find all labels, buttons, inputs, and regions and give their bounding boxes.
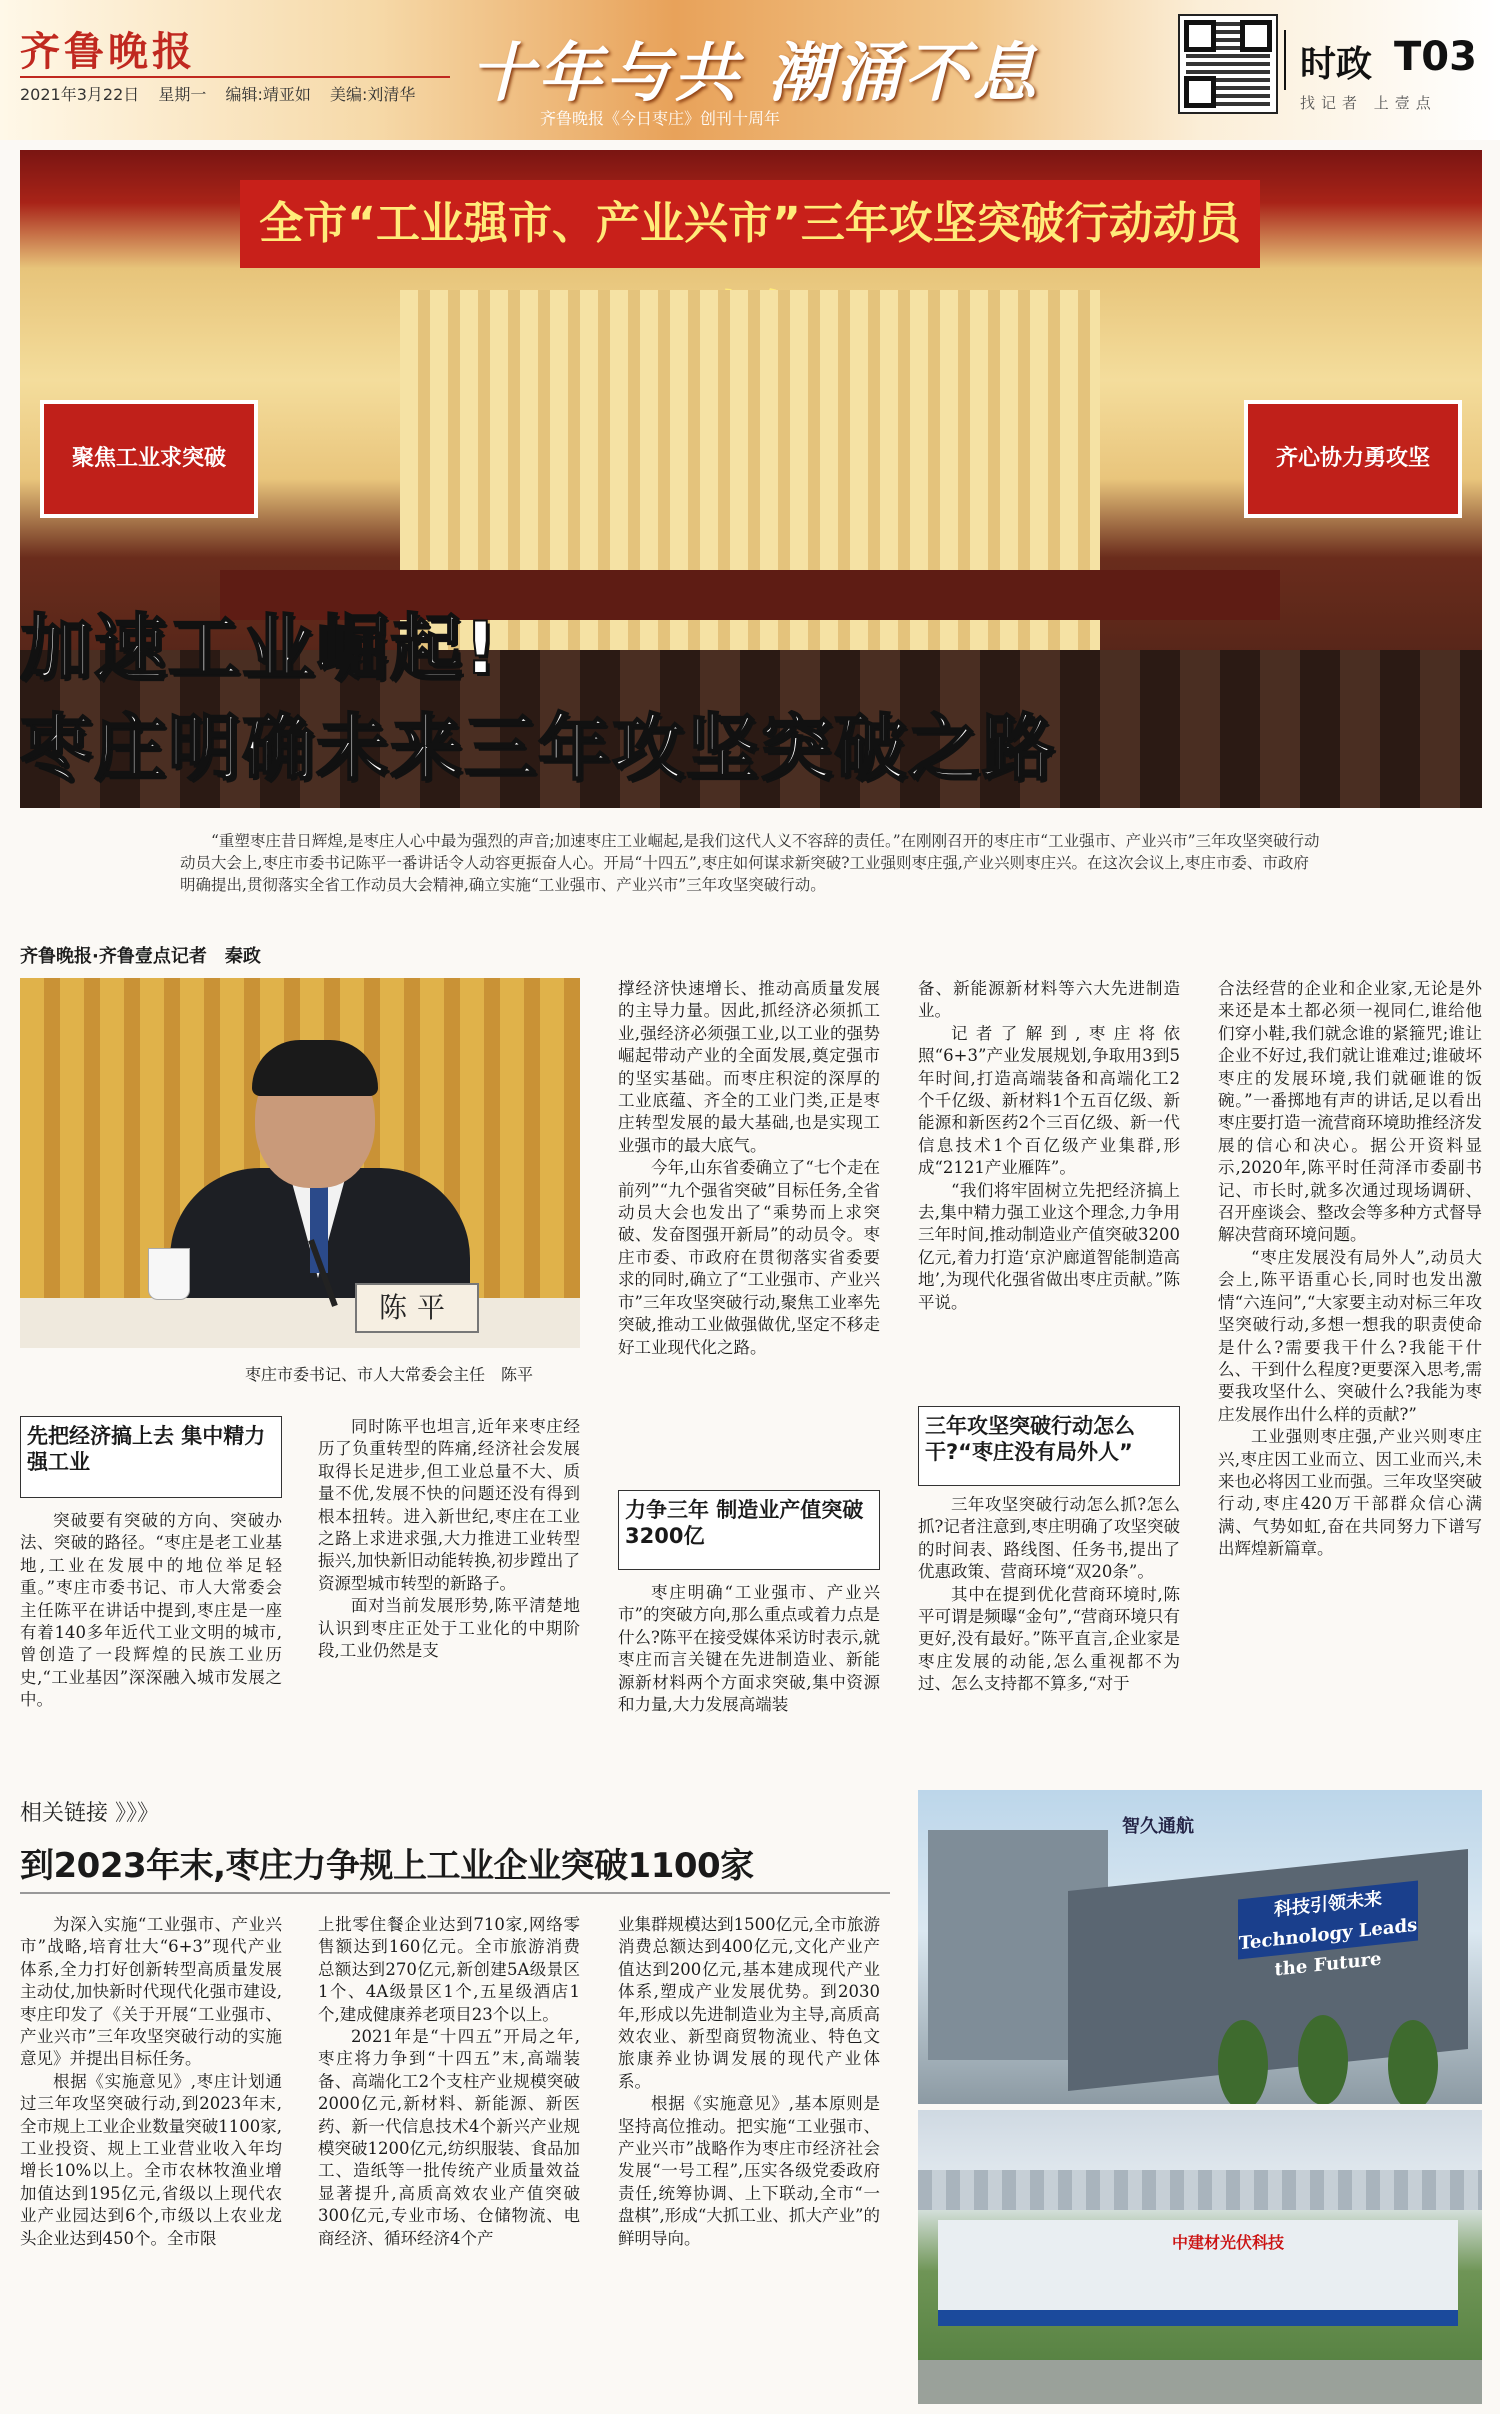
hero-photo [20, 150, 1482, 808]
sign-right: 齐心协力勇攻坚 [1244, 400, 1462, 518]
venue-banner: 全市“工业强市、产业兴市”三年攻坚突破行动动员 [240, 180, 1260, 268]
related-title: 到2023年末,枣庄力争规上工业企业突破1100家 [20, 1846, 754, 1886]
headline-line1: 加速工业崛起! [20, 606, 499, 690]
subhead-3: 三年攻坚突破行动怎么干?“枣庄没有局外人” [918, 1406, 1180, 1486]
building-photo [918, 1790, 1482, 2104]
headline-line2: 枣庄明确未来三年攻坚突破之路 [20, 706, 1057, 790]
article-col5: 合法经营的企业和企业家,无论是外来还是本土都必须一视同仁,谁给他们穿小鞋,我们就念谁的紧箍咒;谁让企业不好过,我们就让谁难过;谁破坏枣庄的发展环境,我们就砸谁的饭碗。”一番掷地有声的讲话,足以看出枣庄要打造一流营商环境助推经济发展的信心和决心。据公开资料显示,2020年,陈平时任菏泽市委副书记、市长时,就多次通过现场调研、召开座谈会、整改会等多种方式督导解决营商环境问题。 “枣庄发展没有局外人”,动员大会上,陈平语重心长,同时也发出激情“六连问”,“大家要主动对标三年攻坚突破行动,多想一想我的职责使命是什么?需要我干什么?我能干什么、干到什么程度?更要深入思考,需要我攻坚什么、突破什么?我能为枣庄发展作出什么样的贡献?” 工业强则枣庄强,产业兴则枣庄兴,枣庄因工业而立、因工业而兴,未来也必将因工业而强。三年攻坚突破行动,枣庄420万干部群众信心满满、气势如虹,奋在共同努力下谱写出辉煌新篇章。 [1218, 979, 1482, 1559]
lead-paragraph: “重塑枣庄昔日辉煌,是枣庄人心中最为强烈的声音;加速枣庄工业崛起,是我们这代人义不容辞的责任。”在刚刚召开的枣庄市“工业强市、产业兴市”三年攻坚突破行动动员大会上,枣庄市委书记陈平一番讲话令人动容更振奋人心。开局“十四五”,枣庄如何谋求新突破?工业强则枣庄强,产业兴则枣庄兴。在这次会议上,枣庄市委、市政府明确提出,贯彻落实全省工作动员大会精神,确立实施“工业强市、产业兴市”三年攻坚突破行动。 [180, 832, 1320, 894]
article-col1: 突破要有突破的方向、突破办法、突破的路径。“枣庄是老工业基地,工业在发展中的地位举足轻重。”枣庄市委书记、市人大常委会主任陈平在讲话中提到,枣庄是一座有着140多年近代工业文明的城市,曾创造了一段辉煌的民族工业历史,“工业基因”深深融入城市发展之中。 [20, 1511, 282, 1710]
article-col2: 同时陈平也坦言,近年来枣庄经历了负重转型的阵痛,经济社会发展取得长足进步,但工业总量不大、质量不优,发展不快的问题还没有得到根本扭转。进入新世纪,枣庄在工业之路上求进求强,大力推进工业转型振兴,加快新旧动能转换,初步蹚出了资源型城市转型的新路子。 面对当前发展形势,陈平清楚地认识到枣庄正处于工业化的中期阶段,工业仍然是支 [318, 1417, 580, 1661]
article-col4-bottom: 三年攻坚突破行动怎么抓?怎么抓?记者注意到,枣庄明确了攻坚突破的时间表、路线图、任务书,提出了优惠政策、营商环境“双20条”。 其中在提到优化营商环境时,陈平可谓是频曝“金句”,“营商环境只有更好,没有最好。”陈平直言,企业家是枣庄发展的动能,怎么重视都不为过、怎么支持都不算多,“对于 [918, 1495, 1180, 1694]
teacup-icon [148, 1248, 190, 1300]
masthead [0, 0, 1500, 140]
issue-weekday: 星期一 [158, 85, 207, 104]
anniversary-subtitle: 齐鲁晚报《今日枣庄》创刊十周年 [540, 109, 781, 128]
related-rule [20, 1892, 890, 1894]
related-col2: 上批零住餐企业达到710家,网络零售额达到160亿元。全市旅游消费总额达到270亿元,新创建5A级景区1个、4A级景区1个,五星级酒店1个,建成健康养老项目23个以上。 2021年是“十四五”开局之年,枣庄将力争到“十四五”末,高端装备、高端化工2个支柱产业规模突破2000亿元,新材料、新能源、新医药、新一代信息技术4个新兴产业规模突破1200亿元,纺织服装、食品加工、造纸等一批传统产业质量效益显著提升,高质高效农业产值突破300亿元,专业市场、仓储物流、电商经济、循环经济4个产 [318, 1915, 580, 2248]
related-col1: 为深入实施“工业强市、产业兴市”战略,培育壮大“6+3”现代产业体系,全力打好创新转型高质量发展主动仗,加快新时代现代化强市建设,枣庄印发了《关于开展“工业强市、产业兴市”三年攻坚突破行动的实施意见》并提出目标任务。 根据《实施意见》,枣庄计划通过三年攻坚突破行动,到2023年末,全市规上工业企业数量突破1100家,工业投资、规上工业营业收入年均增长10%以上。全市农林牧渔业增加值达到195亿元,省级以上现代农业产业园达到6个,市级以上农业龙头企业达到450个。全市限 [20, 1915, 282, 2248]
byline: 齐鲁晚报·齐鲁壹点记者 秦政 [20, 946, 261, 967]
section-slogan: 找记者 上壹点 [1300, 94, 1437, 112]
anniversary-banner: 十年与共 潮涌不息 [470, 36, 1041, 111]
sign-left: 聚焦工业求突破 [40, 400, 258, 518]
article-col4-top: 备、新能源新材料等六大先进制造业。 记者了解到,枣庄将依照“6+3”产业发展规划,争取用3到5年时间,打造高端装备和高端化工2个千亿级、新材料1个五百亿级、新能源和新医药2个三百亿级、新一代信息技术1个百亿级产业集群,形成“2121产业雁阵”。 “我们将牢固树立先把经济搞上去,集中精力强工业这个理念,力争用三年时间,推动制造业产值突破3200亿元,着力打造‘京沪廊道智能制造高地’,为现代化强省做出枣庄贡献。”陈平说。 [918, 979, 1180, 1312]
portrait-photo [20, 978, 580, 1348]
portrait-caption: 枣庄市委书记、市人大常委会主任 陈平 [245, 1365, 534, 1384]
building-banner: 科技引领未来 Technology Leads the Future [1238, 1881, 1418, 1960]
article-col3-bottom: 枣庄明确“工业强市、产业兴市”的突破方向,那么重点或着力点是什么?陈平在接受媒体采访时表示,就枣庄而言关键在先进制造业、新能源新材料两个方面求突破,集中资源和力量,大力发展高端装 [618, 1583, 880, 1715]
qr-code-icon[interactable] [1178, 14, 1278, 114]
building-sign: 智久通航 [1122, 1816, 1194, 1837]
editor-credit: 编辑:靖亚如 [225, 85, 311, 104]
page-code: T03 [1394, 34, 1477, 80]
subhead-2: 力争三年 制造业产值突破3200亿 [618, 1490, 880, 1570]
related-link-label: 相关链接 》》》 [20, 1801, 159, 1826]
masthead-rule [20, 76, 450, 78]
related-col3: 业集群规模达到1500亿元,全市旅游消费总额达到400亿元,文化产业产值达到200亿元,基本建成现代产业体系,塑成产业发展优势。到2030年,形成以先进制造业为主导,高质高效农业、新型商贸物流业、特色文旅康养业协调发展的现代产业体系。 根据《实施意见》,基本原则是坚持高位推动。把实施“工业强市、产业兴市”战略作为枣庄市经济社会发展“一号工程”,压实各级党委政府责任,统筹协调、上下联动,全市“一盘棋”,形成“大抓工业、抓大产业”的鲜明导向。 [618, 1915, 880, 2248]
article-col3-top: 撑经济快速增长、推动高质量发展的主导力量。因此,抓经济必须抓工业,强经济必须强工业,以工业的强势崛起带动产业的全面发展,奠定强市的坚实基础。而枣庄积淀的深厚的工业底蕴、齐全的工业门类,正是枣庄转型发展的最大基础,也是实现工业强市的最大底气。 今年,山东省委确立了“七个走在前列”“九个强省突破”目标任务,全省动员大会也发出了“乘势而上求突破、发奋图强开新局”的动员令。枣庄市委、市政府在贯彻落实省委要求的同时,确立了“工业强市、产业兴市”三年攻坚突破行动,聚焦工业率先突破,推动工业做强做优,坚定不移走好工业现代化之路。 [618, 979, 880, 1357]
section-divider [1284, 30, 1286, 90]
nameplate: 陈平 [355, 1283, 479, 1333]
issue-date: 2021年3月22日 [20, 85, 140, 104]
art-editor-credit: 美编:刘清华 [329, 85, 416, 104]
subhead-1: 先把经济搞上去 集中精力强工业 [20, 1416, 282, 1498]
factory-photo [918, 2110, 1482, 2404]
newspaper-logo: 齐鲁晚报 [20, 28, 196, 75]
factory-sign: 中建材光伏科技 [1171, 2233, 1284, 2252]
dateline [20, 82, 415, 105]
section-name: 时政 [1300, 44, 1373, 85]
